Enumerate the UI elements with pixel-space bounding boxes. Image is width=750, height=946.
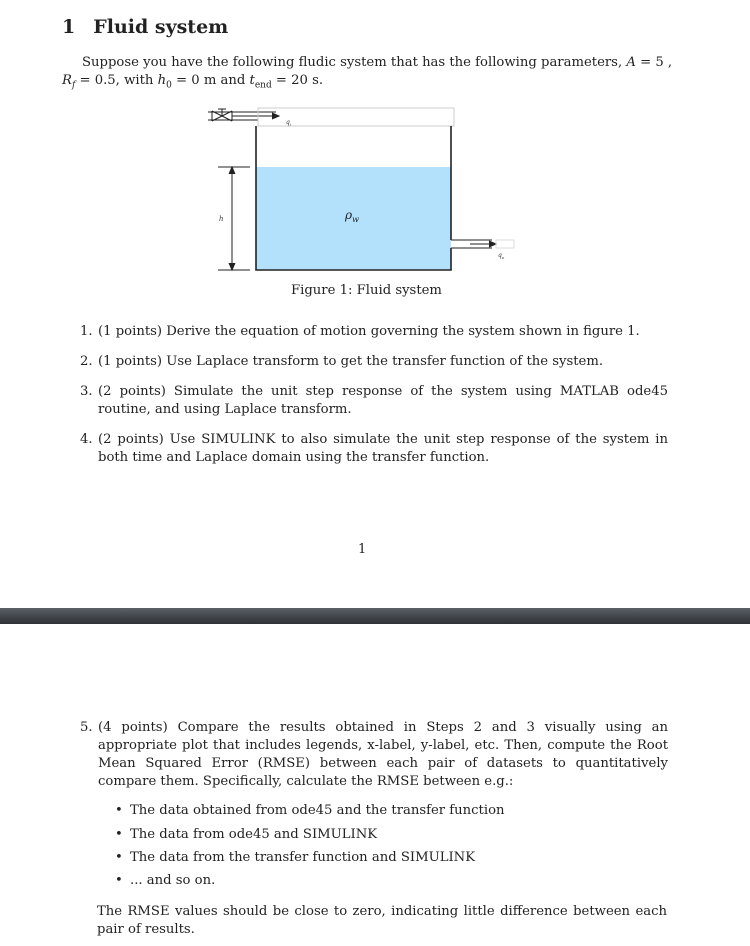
- section-number: 1: [62, 16, 76, 38]
- inflow-valve-icon: [212, 109, 232, 121]
- bullet-icon: •: [115, 873, 123, 888]
- closing-paragraph: The RMSE values should be close to zero, indicating little difference between each pair of results.: [97, 904, 667, 937]
- section-title: Fluid system: [93, 16, 229, 38]
- question-2: [80, 353, 668, 371]
- inflow-pipe: [208, 112, 279, 120]
- bullet-icon: •: [115, 850, 123, 865]
- question-5: [80, 719, 668, 791]
- question-4: [80, 431, 668, 467]
- param-Rf-value: = 0.5, with: [75, 73, 154, 88]
- param-Rf-symbol: R: [62, 73, 72, 88]
- bullet-icon: •: [115, 827, 123, 842]
- param-tend-sub: end: [254, 80, 272, 91]
- question-number: 3.: [80, 384, 93, 399]
- param-Rf-sub: f: [71, 80, 76, 91]
- param-tend-value: = 20 s.: [271, 73, 324, 88]
- list-item-text: The data obtained from ode45 and the transfer function: [130, 803, 505, 818]
- outflow-label: $q_o$: [498, 252, 505, 260]
- list-item-text: ... and so on.: [130, 873, 216, 888]
- question-number: 4.: [80, 432, 93, 447]
- param-A-value: = 5 ,: [635, 55, 673, 70]
- page-number: 1: [358, 542, 367, 557]
- param-h0-sub: 0: [166, 80, 172, 91]
- list-item: [115, 803, 505, 818]
- list-item: [115, 873, 215, 888]
- list-item-text: The data from the transfer function and SIMULINK: [130, 850, 476, 865]
- question-number: 2.: [80, 354, 93, 369]
- list-item-text: The data from ode45 and SIMULINK: [130, 827, 378, 842]
- question-number: 5.: [80, 720, 93, 735]
- question-number: 1.: [80, 324, 93, 339]
- question-text: (2 points) Use SIMULINK to also simulate the unit step response of the system in both time and Laplace domain using the transfer function.: [98, 432, 668, 465]
- page-divider: [0, 608, 750, 624]
- question-text: (1 points) Use Laplace transform to get the transfer function of the system.: [98, 354, 604, 369]
- fluid-system-figure: [0, 0, 750, 280]
- question-text: (4 points) Compare the results obtained in Steps 2 and 3 visually using an appropriate plot that includes legends, x-label, y-label, etc. Then, compute the Root Mean Squared Error (RMSE) between each pair of datasets to quantitatively compare them. Specifically, calculate the RMSE between e.g.:: [98, 720, 668, 789]
- height-label: h: [219, 215, 224, 223]
- density-label: $\rho_w$: [345, 208, 359, 224]
- figure-caption: Figure 1: Fluid system: [291, 283, 442, 298]
- intro-text: Suppose you have the following fludic system that has the following parameters,: [82, 55, 623, 70]
- param-h0-value: = 0 m and: [171, 73, 246, 88]
- question-text: (2 points) Simulate the unit step response of the system using MATLAB ode45 routine, and using Laplace transform.: [98, 384, 668, 417]
- question-3: [80, 383, 668, 419]
- question-1: [80, 323, 668, 341]
- inflow-label: $q_i$: [286, 119, 292, 127]
- list-item: [115, 850, 475, 865]
- list-item: [115, 827, 377, 842]
- param-h0-symbol: h: [157, 73, 167, 88]
- param-A-symbol: A: [626, 55, 636, 70]
- outflow-pipe: [451, 240, 514, 248]
- bullet-icon: •: [115, 803, 123, 818]
- question-text: (1 points) Derive the equation of motion governing the system shown in figure 1.: [98, 324, 640, 339]
- param-tend-symbol: t: [249, 73, 255, 88]
